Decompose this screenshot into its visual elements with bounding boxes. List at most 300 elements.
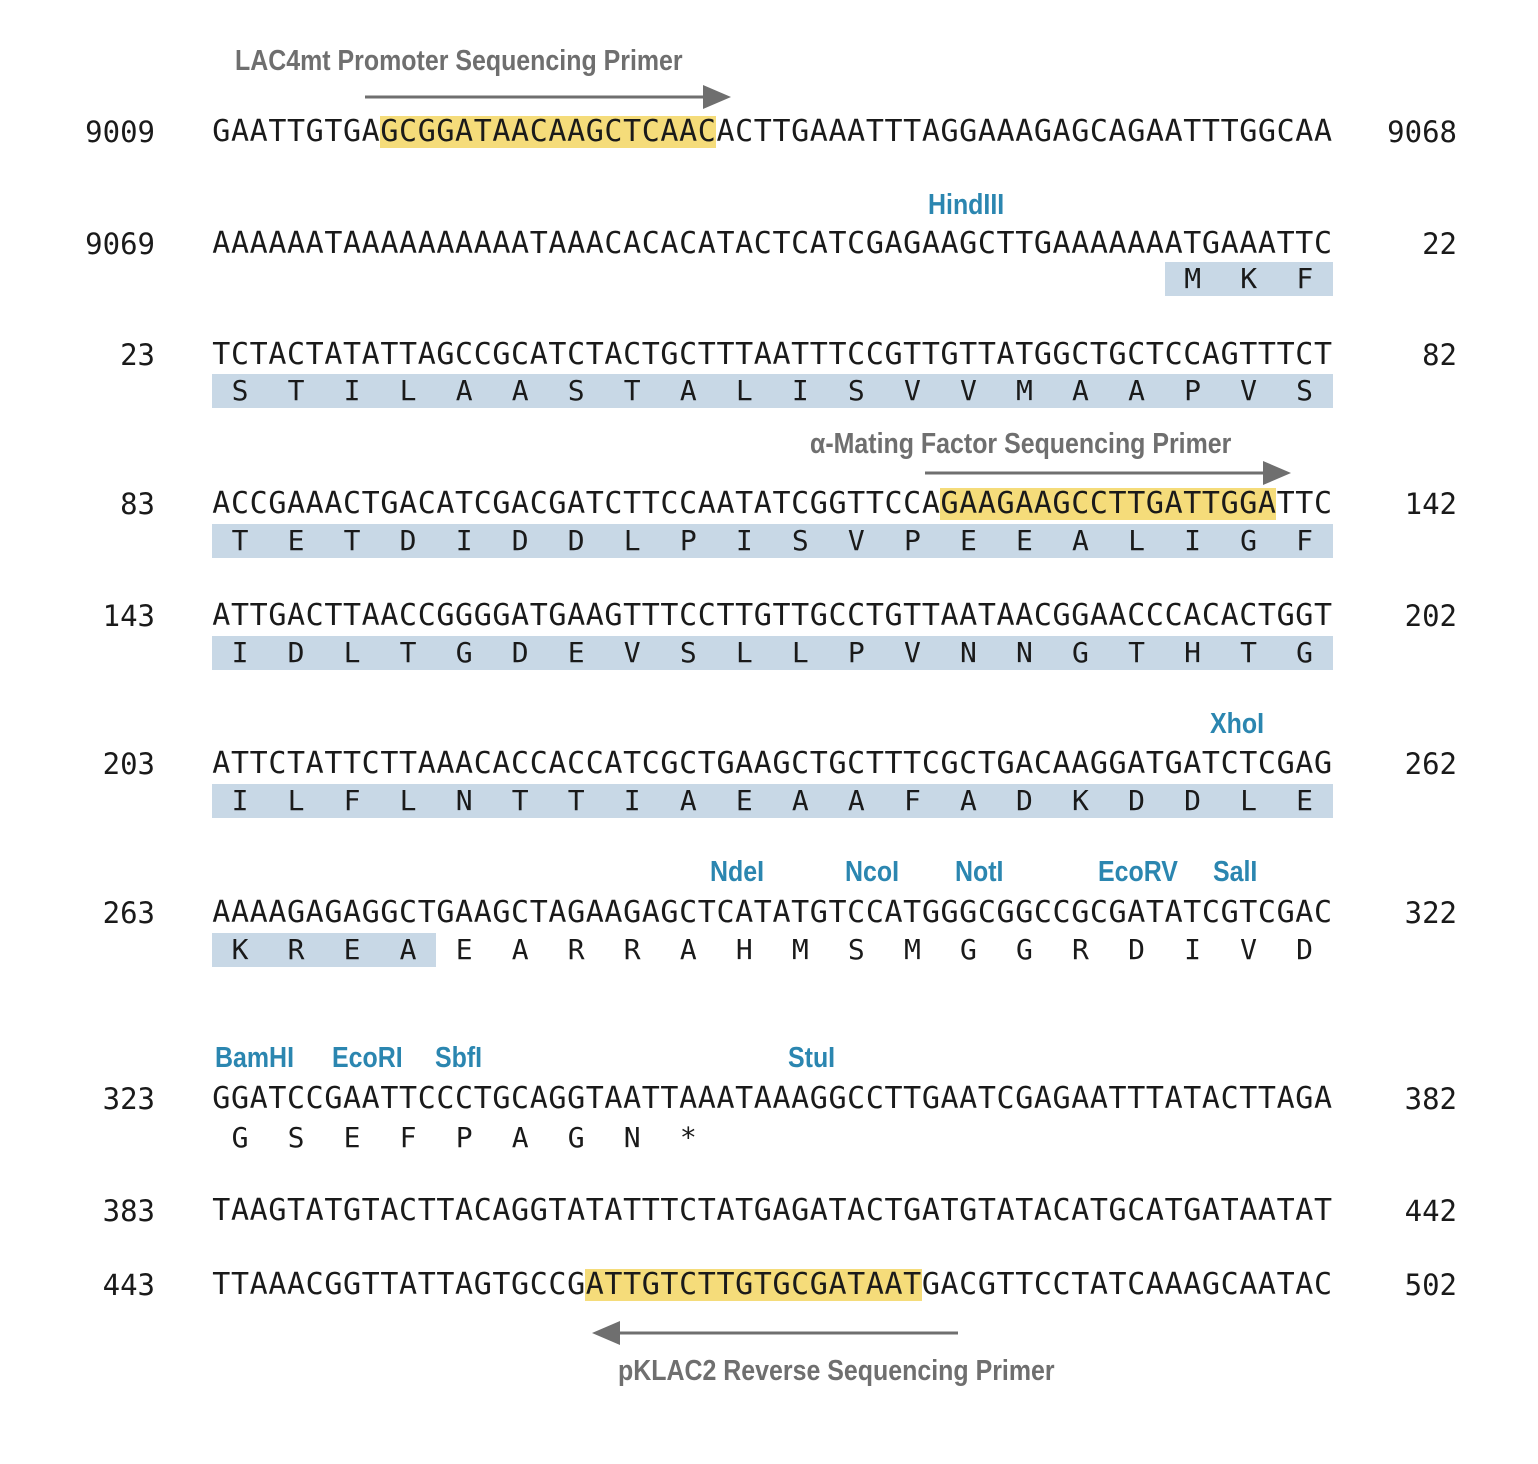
- amino-acid: I: [1184, 933, 1201, 966]
- amino-acid: A: [455, 374, 473, 407]
- nucleotide: A: [1015, 598, 1034, 633]
- nucleotide: A: [940, 1081, 959, 1116]
- amino-acid: M: [1184, 262, 1202, 295]
- nucleotide: G: [268, 1193, 287, 1228]
- nucleotide: A: [473, 226, 492, 261]
- nucleotide: T: [529, 598, 548, 633]
- primer-arrow-alpha: [925, 460, 1295, 486]
- nucleotide: A: [286, 486, 306, 521]
- nucleotide: A: [604, 337, 623, 372]
- nucleotide: A: [417, 337, 436, 372]
- nucleotide: G: [921, 1081, 940, 1116]
- nucleotide: A: [511, 486, 530, 521]
- nucleotide: T: [697, 746, 716, 781]
- amino-acid: E: [735, 784, 753, 817]
- nucleotide: T: [903, 746, 922, 781]
- nucleotide: A: [1015, 114, 1034, 149]
- nucleotide: T: [1239, 1081, 1258, 1116]
- nucleotide: A: [361, 337, 380, 372]
- nucleotide: C: [1220, 1267, 1239, 1302]
- nucleotide: A: [1145, 226, 1164, 261]
- nucleotide: C: [697, 114, 716, 149]
- nucleotide: G: [921, 895, 940, 930]
- nucleotide: T: [1201, 486, 1220, 521]
- nucleotide: G: [324, 1267, 343, 1302]
- nucleotide: G: [1127, 114, 1146, 149]
- nucleotide: T: [903, 598, 922, 633]
- nucleotide: C: [847, 226, 866, 261]
- nucleotide: A: [343, 1081, 362, 1116]
- nucleotide: G: [996, 746, 1015, 781]
- nucleotide: T: [1201, 746, 1220, 781]
- nucleotide: C: [1239, 598, 1258, 633]
- nucleotide: T: [1127, 486, 1146, 521]
- nucleotide: G: [1276, 598, 1295, 633]
- nucleotide: T: [623, 746, 642, 781]
- nucleotide: G: [884, 598, 903, 633]
- amino-acid: T: [399, 636, 417, 669]
- nucleotide: T: [399, 746, 418, 781]
- amino-acid: S: [847, 933, 865, 966]
- amino-acid: G: [959, 933, 977, 966]
- primer-label-lac4: LAC4mt Promoter Sequencing Primer: [235, 45, 683, 77]
- nucleotide: C: [473, 486, 492, 521]
- nucleotide: G: [641, 1267, 660, 1302]
- nucleotide: A: [809, 1193, 828, 1228]
- nucleotide: C: [604, 114, 623, 149]
- nucleotide: T: [623, 486, 642, 521]
- nucleotide: G: [660, 895, 679, 930]
- site-label-noti: NotI: [955, 856, 1004, 888]
- nucleotide: A: [716, 486, 735, 521]
- nucleotide: T: [473, 1081, 492, 1116]
- amino-acid: S: [567, 374, 585, 407]
- nucleotide: C: [529, 746, 548, 781]
- nucleotide: T: [324, 226, 343, 261]
- nucleotide: T: [977, 746, 996, 781]
- nucleotide: G: [1033, 114, 1052, 149]
- nucleotide: A: [548, 895, 567, 930]
- amino-acid: L: [791, 636, 809, 669]
- dna-sequence: [212, 1269, 1332, 1301]
- nucleotide: A: [679, 114, 698, 149]
- nucleotide: A: [1201, 1193, 1220, 1228]
- nucleotide: T: [324, 1193, 343, 1228]
- row-end-number: 502: [1404, 1268, 1457, 1302]
- nucleotide: A: [1033, 1193, 1052, 1228]
- nucleotide: A: [884, 226, 903, 261]
- nucleotide: A: [996, 598, 1015, 633]
- nucleotide: C: [641, 226, 660, 261]
- nucleotide: C: [1201, 598, 1220, 633]
- nucleotide: C: [399, 114, 418, 149]
- nucleotide: T: [1276, 226, 1295, 261]
- amino-acid: L: [399, 374, 417, 407]
- nucleotide: A: [735, 746, 754, 781]
- nucleotide: G: [492, 486, 511, 521]
- nucleotide: A: [399, 1267, 418, 1302]
- nucleotide: A: [585, 895, 604, 930]
- nucleotide: A: [473, 895, 492, 930]
- nucleotide: A: [567, 598, 586, 633]
- nucleotide: A: [1313, 114, 1332, 149]
- nucleotide: G: [1164, 746, 1183, 781]
- nucleotide: C: [679, 895, 698, 930]
- nucleotide: A: [1052, 746, 1071, 781]
- amino-acid: L: [1128, 524, 1145, 557]
- nucleotide: T: [884, 746, 903, 781]
- nucleotide: T: [1220, 114, 1239, 149]
- nucleotide: A: [1220, 598, 1239, 633]
- nucleotide: G: [1108, 1193, 1127, 1228]
- nucleotide: T: [268, 114, 287, 149]
- nucleotide: A: [1201, 337, 1220, 372]
- nucleotide: T: [324, 746, 343, 781]
- nucleotide: G: [548, 486, 567, 521]
- amino-acid: I: [1184, 524, 1201, 557]
- nucleotide: G: [1276, 895, 1295, 930]
- nucleotide: A: [212, 598, 231, 633]
- nucleotide: G: [1089, 746, 1108, 781]
- nucleotide: G: [940, 486, 959, 521]
- dna-sequence: [212, 897, 1332, 929]
- nucleotide: C: [399, 895, 418, 930]
- nucleotide: A: [660, 226, 679, 261]
- nucleotide: T: [529, 895, 548, 930]
- nucleotide: A: [455, 1267, 474, 1302]
- nucleotide: T: [1108, 1081, 1127, 1116]
- nucleotide: T: [361, 486, 380, 521]
- nucleotide: T: [903, 895, 922, 930]
- nucleotide: A: [230, 1193, 250, 1228]
- nucleotide: T: [585, 1193, 604, 1228]
- site-label-hindiii: HindIII: [928, 189, 1005, 221]
- nucleotide: A: [753, 746, 772, 781]
- nucleotide: C: [865, 895, 884, 930]
- nucleotide: A: [305, 1193, 324, 1228]
- nucleotide: T: [697, 895, 716, 930]
- dna-sequence: [212, 339, 1332, 371]
- nucleotide: C: [641, 114, 660, 149]
- nucleotide: T: [716, 337, 735, 372]
- nucleotide: A: [492, 114, 511, 149]
- nucleotide: A: [791, 1081, 810, 1116]
- nucleotide: G: [1220, 337, 1239, 372]
- nucleotide: G: [343, 114, 362, 149]
- amino-acid: S: [1296, 374, 1314, 407]
- nucleotide: C: [1127, 598, 1146, 633]
- nucleotide: G: [230, 1081, 250, 1116]
- nucleotide: A: [847, 1193, 866, 1228]
- nucleotide: G: [268, 486, 287, 521]
- nucleotide: T: [697, 1267, 716, 1302]
- nucleotide: G: [1071, 895, 1090, 930]
- nucleotide: A: [828, 1267, 847, 1302]
- nucleotide: A: [772, 895, 791, 930]
- nucleotide: C: [305, 1081, 324, 1116]
- nucleotide: C: [1257, 746, 1276, 781]
- nucleotide: A: [940, 598, 959, 633]
- nucleotide: T: [791, 337, 810, 372]
- nucleotide: C: [286, 337, 306, 372]
- nucleotide: C: [903, 486, 922, 521]
- nucleotide: A: [249, 1193, 268, 1228]
- nucleotide: G: [1220, 486, 1239, 521]
- nucleotide: A: [1015, 486, 1034, 521]
- nucleotide: T: [996, 1267, 1015, 1302]
- nucleotide: A: [212, 746, 231, 781]
- nucleotide: A: [1145, 1193, 1164, 1228]
- nucleotide: T: [324, 114, 343, 149]
- nucleotide: T: [1183, 486, 1202, 521]
- nucleotide: G: [996, 486, 1015, 521]
- nucleotide: A: [268, 337, 287, 372]
- amino-acid: K: [1240, 262, 1258, 295]
- nucleotide: G: [343, 1193, 362, 1228]
- amino-acid: R: [287, 933, 305, 966]
- nucleotide: A: [1089, 1081, 1108, 1116]
- nucleotide: G: [324, 895, 343, 930]
- nucleotide: T: [343, 746, 362, 781]
- nucleotide: A: [286, 598, 306, 633]
- nucleotide: T: [249, 598, 268, 633]
- amino-acid: R: [623, 933, 641, 966]
- nucleotide: C: [996, 1081, 1015, 1116]
- nucleotide: A: [641, 895, 660, 930]
- nucleotide: T: [1239, 746, 1258, 781]
- amino-acid: F: [903, 784, 921, 817]
- nucleotide: A: [1257, 226, 1276, 261]
- nucleotide: G: [1220, 895, 1239, 930]
- nucleotide: A: [305, 486, 324, 521]
- amino-acid: T: [511, 784, 529, 817]
- nucleotide: T: [903, 337, 922, 372]
- nucleotide: T: [697, 337, 716, 372]
- nucleotide: A: [1145, 114, 1164, 149]
- nucleotide: A: [604, 746, 623, 781]
- nucleotide: G: [996, 895, 1015, 930]
- primer-arrow-rev: [590, 1320, 960, 1346]
- nucleotide: C: [641, 746, 660, 781]
- amino-acid: A: [1072, 524, 1089, 557]
- nucleotide: G: [380, 114, 399, 149]
- nucleotide: A: [697, 226, 716, 261]
- nucleotide: A: [996, 337, 1015, 372]
- nucleotide: G: [548, 1081, 567, 1116]
- amino-acid: D: [1016, 784, 1033, 817]
- nucleotide: A: [1276, 1081, 1295, 1116]
- nucleotide: T: [735, 598, 754, 633]
- nucleotide: C: [865, 337, 884, 372]
- nucleotide: G: [473, 1267, 492, 1302]
- nucleotide: A: [343, 895, 362, 930]
- amino-acid: V: [959, 374, 977, 407]
- nucleotide: T: [884, 1193, 903, 1228]
- nucleotide: A: [1164, 114, 1183, 149]
- nucleotide: C: [679, 746, 698, 781]
- nucleotide: A: [305, 226, 324, 261]
- nucleotide: T: [230, 1267, 250, 1302]
- nucleotide: C: [977, 895, 996, 930]
- amino-acid: A: [511, 1121, 529, 1154]
- nucleotide: T: [903, 1081, 922, 1116]
- amino-acid: T: [623, 374, 641, 407]
- nucleotide: T: [1257, 337, 1276, 372]
- nucleotide: G: [959, 114, 978, 149]
- nucleotide: A: [455, 1193, 474, 1228]
- nucleotide: G: [1108, 746, 1127, 781]
- nucleotide: A: [455, 895, 474, 930]
- amino-acid: F: [343, 784, 361, 817]
- nucleotide: G: [492, 1081, 511, 1116]
- nucleotide: T: [623, 114, 642, 149]
- nucleotide: C: [679, 226, 698, 261]
- nucleotide: A: [436, 486, 455, 521]
- amino-acid: A: [847, 784, 865, 817]
- amino-acid: D: [1296, 933, 1314, 966]
- nucleotide: C: [1127, 1267, 1146, 1302]
- nucleotide: T: [660, 1081, 679, 1116]
- nucleotide: G: [959, 1193, 978, 1228]
- amino-acid: A: [791, 784, 809, 817]
- nucleotide: T: [436, 1267, 455, 1302]
- row-end-number: 262: [1404, 747, 1457, 781]
- nucleotide: A: [529, 1081, 548, 1116]
- nucleotide: A: [380, 1193, 399, 1228]
- nucleotide: A: [455, 226, 474, 261]
- nucleotide: G: [1276, 746, 1295, 781]
- nucleotide: T: [623, 598, 642, 633]
- nucleotide: G: [791, 114, 810, 149]
- nucleotide: T: [1071, 1267, 1090, 1302]
- nucleotide: G: [548, 598, 567, 633]
- nucleotide: T: [1127, 1081, 1146, 1116]
- nucleotide: T: [809, 746, 828, 781]
- nucleotide: G: [772, 1267, 791, 1302]
- nucleotide: T: [230, 746, 250, 781]
- nucleotide: T: [212, 1267, 231, 1302]
- amino-acid: A: [1128, 374, 1145, 407]
- nucleotide: C: [791, 486, 810, 521]
- nucleotide: T: [641, 1193, 660, 1228]
- amino-acid: S: [791, 524, 809, 557]
- nucleotide: T: [1295, 226, 1314, 261]
- nucleotide: A: [716, 1081, 735, 1116]
- nucleotide: A: [1183, 746, 1202, 781]
- amino-acid: I: [735, 524, 753, 557]
- nucleotide: G: [940, 114, 959, 149]
- nucleotide: A: [1127, 746, 1146, 781]
- nucleotide: C: [1276, 114, 1295, 149]
- nucleotide: A: [1295, 114, 1314, 149]
- nucleotide: C: [1052, 1193, 1071, 1228]
- nucleotide: C: [511, 1081, 530, 1116]
- nucleotide: C: [791, 226, 810, 261]
- nucleotide: A: [455, 114, 474, 149]
- primer-label-rev: pKLAC2 Reverse Sequencing Primer: [618, 1355, 1055, 1387]
- amino-acid: S: [287, 1121, 305, 1154]
- nucleotide: A: [1183, 1267, 1202, 1302]
- nucleotide: C: [1127, 1193, 1146, 1228]
- nucleotide: T: [977, 1193, 996, 1228]
- site-label-ncoi: NcoI: [845, 856, 900, 888]
- nucleotide: C: [567, 746, 586, 781]
- amino-acid: E: [287, 524, 305, 557]
- nucleotide: C: [230, 486, 250, 521]
- nucleotide: G: [212, 114, 231, 149]
- nucleotide: C: [548, 1267, 567, 1302]
- amino-acid: A: [1072, 374, 1089, 407]
- nucleotide: G: [361, 895, 380, 930]
- nucleotide: A: [511, 598, 530, 633]
- nucleotide: G: [772, 746, 791, 781]
- amino-acid: K: [231, 933, 249, 966]
- nucleotide: C: [865, 1081, 884, 1116]
- nucleotide: C: [735, 114, 754, 149]
- nucleotide: C: [1089, 486, 1108, 521]
- nucleotide: A: [548, 226, 567, 261]
- nucleotide: C: [660, 486, 679, 521]
- amino-acid: H: [1184, 636, 1201, 669]
- nucleotide: A: [1033, 486, 1052, 521]
- amino-acid: E: [567, 636, 585, 669]
- amino-acid: T: [1240, 636, 1257, 669]
- amino-acid: D: [399, 524, 417, 557]
- amino-acid: G: [1072, 636, 1089, 669]
- nucleotide: A: [1220, 226, 1239, 261]
- nucleotide: T: [828, 895, 847, 930]
- nucleotide: C: [1164, 337, 1183, 372]
- nucleotide: T: [212, 337, 231, 372]
- nucleotide: A: [529, 337, 548, 372]
- nucleotide: G: [1295, 598, 1314, 633]
- amino-acid: S: [847, 374, 865, 407]
- nucleotide: A: [772, 1081, 791, 1116]
- nucleotide: G: [865, 226, 884, 261]
- nucleotide: C: [529, 486, 548, 521]
- amino-acid-sequence: [1165, 262, 1333, 296]
- nucleotide: A: [380, 226, 399, 261]
- nucleotide: T: [361, 1193, 380, 1228]
- nucleotide: A: [753, 486, 772, 521]
- nucleotide: G: [492, 895, 511, 930]
- amino-acid: R: [1072, 933, 1089, 966]
- nucleotide: T: [1313, 1193, 1332, 1228]
- site-label-sbfi: SbfI: [435, 1042, 483, 1074]
- nucleotide: A: [305, 895, 324, 930]
- nucleotide: T: [1257, 1081, 1276, 1116]
- nucleotide: A: [567, 226, 586, 261]
- amino-acid: F: [1296, 524, 1314, 557]
- amino-acid: E: [959, 524, 977, 557]
- nucleotide: A: [305, 746, 324, 781]
- nucleotide: T: [1145, 1081, 1164, 1116]
- amino-acid: L: [287, 784, 305, 817]
- nucleotide: G: [940, 895, 959, 930]
- nucleotide: A: [1239, 1267, 1258, 1302]
- nucleotide: A: [1108, 114, 1127, 149]
- nucleotide: C: [399, 598, 418, 633]
- nucleotide: A: [753, 1081, 772, 1116]
- amino-acid: N: [959, 636, 977, 669]
- amino-acid: R: [567, 933, 585, 966]
- site-label-ecorv: EcoRV: [1098, 856, 1178, 888]
- nucleotide: C: [567, 337, 586, 372]
- nucleotide: T: [1089, 1193, 1108, 1228]
- nucleotide: C: [1220, 746, 1239, 781]
- nucleotide: A: [511, 114, 530, 149]
- nucleotide: G: [1071, 114, 1090, 149]
